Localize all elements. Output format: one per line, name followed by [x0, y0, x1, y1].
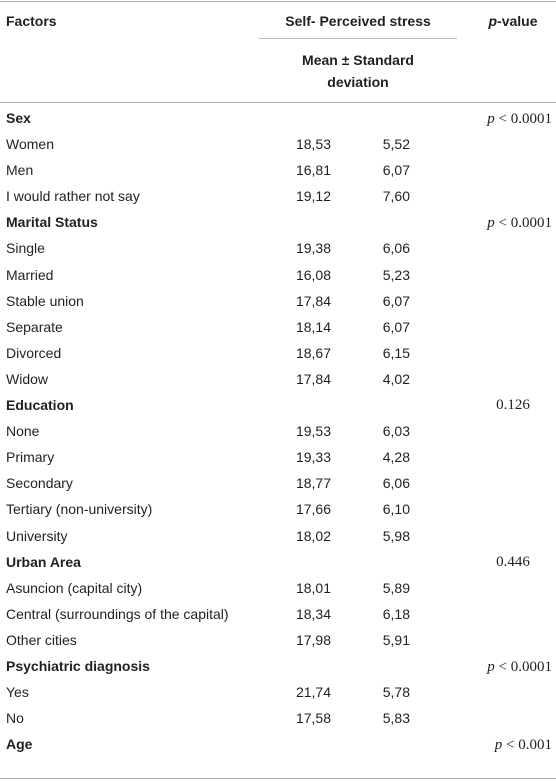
- sd-value: 6,03: [382, 423, 410, 440]
- section-label: Urban Area: [6, 553, 81, 570]
- factor-label: Secondary: [6, 475, 73, 492]
- table-bottom-rule: [0, 778, 556, 779]
- sd-value: 5,91: [382, 631, 410, 648]
- p-value: 0.446: [496, 553, 530, 570]
- factor-label: Stable union: [6, 292, 84, 309]
- mean-value: 17,66: [295, 501, 331, 518]
- table-row: [0, 679, 556, 705]
- header-mean-sd: [259, 49, 457, 93]
- section-row: [0, 731, 556, 757]
- mean-value: 18,34: [295, 605, 331, 622]
- table-body: [0, 105, 556, 757]
- table-row: [0, 705, 556, 731]
- p-value: 0.126: [496, 397, 530, 414]
- sd-value: 5,83: [382, 710, 410, 727]
- section-label: Education: [6, 397, 74, 414]
- section-label: Sex: [6, 110, 31, 126]
- sd-value: 7,60: [382, 188, 410, 205]
- header-factors: Factors: [6, 13, 57, 29]
- factor-label: Separate: [6, 318, 63, 335]
- factor-label: Divorced: [6, 344, 62, 361]
- factor-label: I would rather not say: [6, 188, 140, 205]
- mean-value: 18,77: [295, 475, 331, 492]
- header-mean-sd-line2: deviation: [327, 74, 389, 90]
- sd-value: 5,23: [382, 266, 410, 283]
- p-value: [440, 209, 552, 236]
- mean-value: 19,12: [295, 188, 331, 205]
- table-row: [0, 262, 556, 288]
- sd-value: 6,07: [382, 162, 410, 179]
- table-row: [0, 470, 556, 496]
- header-mean-sd-line1: Mean ± Standard: [302, 52, 414, 68]
- sd-value: 6,15: [382, 344, 410, 361]
- section-row: [0, 209, 556, 235]
- sd-value: 5,52: [382, 136, 410, 153]
- mean-value: 21,74: [295, 684, 331, 701]
- stress-subheader-rule: [259, 38, 457, 39]
- sd-value: 4,02: [382, 370, 410, 387]
- factor-label: Married: [6, 266, 54, 283]
- table-row: [0, 444, 556, 470]
- p-symbol: p: [487, 658, 495, 675]
- header-p-value: [470, 12, 556, 30]
- table-row: [0, 418, 556, 444]
- table-row: [0, 575, 556, 601]
- header-p-symbol: p: [488, 13, 498, 29]
- factor-label: No: [6, 710, 24, 727]
- table-row: [0, 627, 556, 653]
- sd-value: 5,78: [382, 684, 410, 701]
- p-symbol: p: [487, 215, 495, 232]
- sd-value: 6,10: [382, 501, 410, 518]
- p-threshold: < 0.0001: [494, 111, 552, 127]
- factor-label: Widow: [6, 370, 49, 387]
- sd-value: 6,06: [382, 475, 410, 492]
- mean-value: 18,67: [295, 344, 331, 361]
- factor-label: Other cities: [6, 631, 77, 648]
- p-value: [440, 653, 552, 680]
- section-label: Psychiatric diagnosis: [6, 657, 150, 674]
- p-symbol: p: [494, 737, 503, 754]
- mean-value: 19,38: [295, 240, 331, 257]
- mean-value: 17,58: [295, 710, 331, 727]
- section-label: Marital Status: [6, 214, 98, 231]
- factor-label: University: [6, 527, 68, 544]
- mean-value: 17,98: [295, 631, 331, 648]
- p-value: [440, 105, 552, 132]
- p-value: [440, 731, 552, 758]
- factor-label: Men: [6, 162, 34, 179]
- header-p-suffix: -value: [497, 13, 538, 29]
- table-row: [0, 523, 556, 549]
- p-symbol: p: [487, 111, 495, 127]
- table-row: [0, 340, 556, 366]
- mean-value: 18,01: [295, 579, 331, 596]
- factor-label: Central (surroundings of the capital): [6, 605, 229, 622]
- p-threshold: < 0.0001: [494, 658, 552, 675]
- sd-value: 6,06: [382, 240, 410, 257]
- sd-value: 5,89: [382, 579, 410, 596]
- factor-label: Women: [6, 136, 54, 153]
- section-row: [0, 105, 556, 131]
- section-row: [0, 653, 556, 679]
- sd-value: 6,18: [382, 605, 410, 622]
- table-row: [0, 131, 556, 157]
- factor-label: Yes: [6, 684, 29, 701]
- mean-value: 19,33: [295, 449, 331, 466]
- p-threshold: < 0.001: [502, 737, 552, 754]
- p-threshold: < 0.0001: [494, 215, 552, 232]
- sd-value: 6,07: [382, 318, 410, 335]
- mean-value: 18,14: [295, 318, 331, 335]
- section-row: [0, 549, 556, 575]
- table-row: [0, 601, 556, 627]
- factor-label: None: [6, 423, 40, 440]
- table-top-rule: [0, 1, 556, 2]
- table-row: [0, 183, 556, 209]
- mean-value: 16,08: [295, 266, 331, 283]
- mean-value: 18,53: [295, 136, 331, 153]
- sd-value: 4,28: [382, 449, 410, 466]
- mean-value: 16,81: [295, 162, 331, 179]
- header-bottom-rule: [0, 102, 556, 103]
- mean-value: 18,02: [295, 527, 331, 544]
- section-label: Age: [6, 736, 33, 753]
- factor-label: Asuncion (capital city): [6, 579, 143, 596]
- sd-value: 6,07: [382, 292, 410, 309]
- table-row: [0, 288, 556, 314]
- table-row: [0, 157, 556, 183]
- factor-label: Single: [6, 240, 45, 257]
- table-row: [0, 235, 556, 261]
- table-row: [0, 496, 556, 522]
- table-row: [0, 366, 556, 392]
- mean-value: 17,84: [295, 292, 331, 309]
- mean-value: 19,53: [295, 423, 331, 440]
- table-row: [0, 314, 556, 340]
- mean-value: 17,84: [295, 370, 331, 387]
- section-row: [0, 392, 556, 418]
- sd-value: 5,98: [382, 527, 410, 544]
- header-self-perceived-stress: Self- Perceived stress: [285, 13, 431, 29]
- factor-label: Primary: [6, 449, 55, 466]
- factor-label: Tertiary (non-university): [6, 501, 153, 518]
